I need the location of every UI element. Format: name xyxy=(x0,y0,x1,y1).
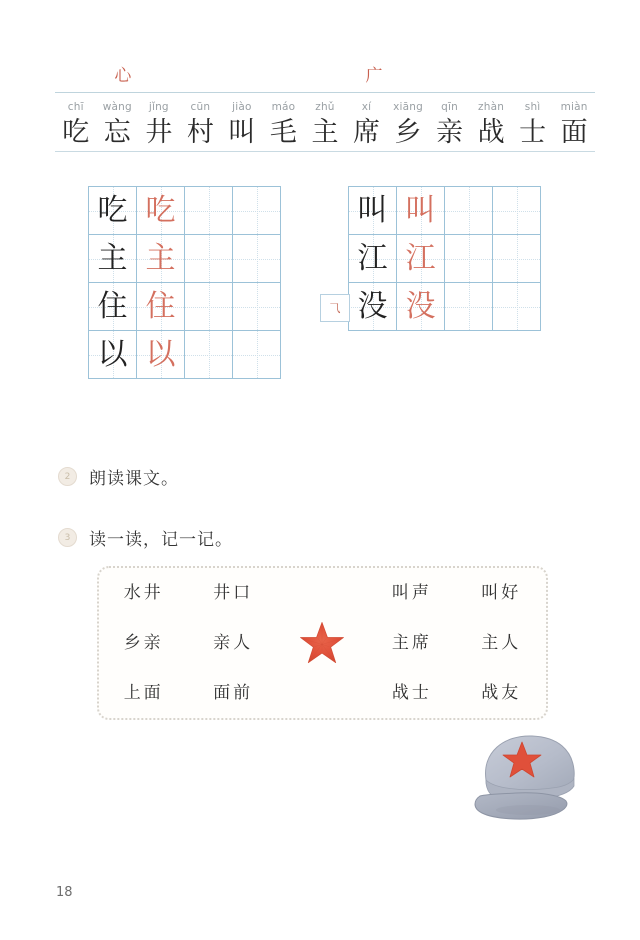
radical-annotations xyxy=(55,60,595,92)
stroke-glyph-icon: ⺄ xyxy=(329,302,341,315)
grid-row xyxy=(349,187,541,235)
grid-glyph-trace: 住 xyxy=(145,288,176,324)
word-cell: 主人 xyxy=(481,632,522,653)
grid-glyph-trace: 没 xyxy=(405,288,436,324)
hanzi-3: 井 xyxy=(145,116,173,148)
grid-glyph-model: 没 xyxy=(357,288,388,324)
writing-grid-left xyxy=(88,186,281,379)
grid-cell-empty[interactable] xyxy=(233,283,281,331)
grid-glyph-model: 叫 xyxy=(357,192,388,228)
red-star-svg xyxy=(299,621,345,665)
word-cell: 主席 xyxy=(391,632,432,653)
grid-cell-empty[interactable] xyxy=(493,235,541,283)
grid-cell xyxy=(89,187,137,235)
hanzi-11: 战 xyxy=(477,116,505,148)
exercise-number-bullet-1: 2 xyxy=(58,467,77,486)
word-cell: 叫好 xyxy=(481,582,522,603)
hanzi-6: 毛 xyxy=(269,116,297,148)
grid-glyph-trace: 以 xyxy=(145,336,176,372)
grid-glyph-trace: 吃 xyxy=(145,192,176,228)
grid-glyph-trace: 江 xyxy=(405,240,436,276)
grid-cell xyxy=(137,235,185,283)
grid-cell xyxy=(137,187,185,235)
grid-row xyxy=(89,331,281,379)
grid-cell xyxy=(349,187,397,235)
pinyin-10: qīn xyxy=(441,101,458,113)
pinyin-8: xí xyxy=(361,101,372,113)
word-cell: 叫声 xyxy=(391,582,432,603)
grid-cell xyxy=(349,235,397,283)
pinyin-3: jǐng xyxy=(148,101,169,113)
grid-glyph-model: 江 xyxy=(357,240,388,276)
grid-cell-empty[interactable] xyxy=(185,187,233,235)
grid-glyph-model: 以 xyxy=(97,336,128,372)
military-cap-svg xyxy=(460,722,590,827)
grid-cell xyxy=(349,283,397,331)
grid-cell-empty[interactable] xyxy=(493,187,541,235)
radical-shelter-icon: 广 xyxy=(365,66,383,86)
page-number: 18 xyxy=(56,885,73,900)
hanzi-1: 吃 xyxy=(62,116,90,148)
grid-cell-empty[interactable] xyxy=(185,235,233,283)
writing-grid-right xyxy=(348,186,541,331)
word-cell: 战士 xyxy=(391,682,432,703)
word-cell: 乡亲 xyxy=(123,632,164,653)
word-cell: 亲人 xyxy=(213,632,254,653)
word-cell: 井口 xyxy=(213,582,254,603)
hanzi-13: 面 xyxy=(560,116,588,148)
pinyin-9: xiāng xyxy=(393,101,423,113)
pinyin-12: shì xyxy=(524,101,541,113)
hanzi-5: 叫 xyxy=(228,116,256,148)
grid-row xyxy=(349,283,541,331)
grid-cell xyxy=(89,331,137,379)
hanzi-7: 主 xyxy=(311,116,339,148)
grid-cell xyxy=(137,331,185,379)
grid-cell-empty[interactable] xyxy=(445,187,493,235)
stroke-order-note xyxy=(320,294,350,322)
grid-cell-empty[interactable] xyxy=(493,283,541,331)
red-star-icon xyxy=(278,621,367,665)
grid-cell-empty[interactable] xyxy=(445,283,493,331)
grid-cell-empty[interactable] xyxy=(185,283,233,331)
grid-row xyxy=(89,187,281,235)
exercise-number-bullet-2: 3 xyxy=(58,528,77,547)
hanzi-2: 忘 xyxy=(103,116,131,148)
new-characters-band xyxy=(55,60,595,152)
exercise-item-2 xyxy=(58,525,233,550)
hanzi-8: 席 xyxy=(352,116,380,148)
grid-glyph-model: 住 xyxy=(97,288,128,324)
grid-glyph-trace: 叫 xyxy=(405,192,436,228)
exercise-text-1: 朗读课文。 xyxy=(89,469,179,489)
hanzi-9: 乡 xyxy=(394,116,422,148)
word-cell: 面前 xyxy=(213,682,254,703)
grid-cell-empty[interactable] xyxy=(233,187,281,235)
word-cell: 上面 xyxy=(123,682,164,703)
grid-cell-empty[interactable] xyxy=(233,235,281,283)
vocabulary-word-box xyxy=(97,566,548,720)
pinyin-11: zhàn xyxy=(478,101,505,113)
grid-glyph-trace: 主 xyxy=(145,240,176,276)
pinyin-13: miàn xyxy=(560,101,588,113)
grid-row xyxy=(89,235,281,283)
word-grid xyxy=(99,568,546,718)
military-cap-illustration xyxy=(460,722,590,827)
hanzi-12: 士 xyxy=(519,116,547,148)
grid-cell xyxy=(89,235,137,283)
grid-glyph-model: 主 xyxy=(97,240,128,276)
pinyin-row xyxy=(55,93,595,113)
band-bottom-rule xyxy=(55,151,595,152)
exercise-item-1 xyxy=(58,464,179,489)
grid-glyph-model: 吃 xyxy=(97,192,128,228)
pinyin-7: zhǔ xyxy=(315,101,335,113)
grid-row xyxy=(349,235,541,283)
grid-cell xyxy=(89,283,137,331)
exercise-text-2: 读一读，记一记。 xyxy=(89,530,233,550)
grid-cell-empty[interactable] xyxy=(185,331,233,379)
word-cell: 战友 xyxy=(481,682,522,703)
pinyin-1: chī xyxy=(67,101,84,113)
hanzi-4: 村 xyxy=(186,116,214,148)
grid-cell-empty[interactable] xyxy=(233,331,281,379)
grid-cell xyxy=(137,283,185,331)
radical-heart-icon: 心 xyxy=(114,66,132,86)
pinyin-2: wàng xyxy=(102,101,132,113)
hanzi-10: 亲 xyxy=(436,116,464,148)
pinyin-6: máo xyxy=(271,101,296,113)
pinyin-5: jiào xyxy=(232,101,252,113)
hanzi-row xyxy=(55,113,595,151)
word-cell: 水井 xyxy=(123,582,164,603)
grid-cell xyxy=(397,187,445,235)
writing-practice-area xyxy=(0,186,640,396)
grid-cell xyxy=(397,283,445,331)
grid-cell xyxy=(397,235,445,283)
pinyin-4: cūn xyxy=(190,101,211,113)
grid-cell-empty[interactable] xyxy=(445,235,493,283)
grid-row xyxy=(89,283,281,331)
